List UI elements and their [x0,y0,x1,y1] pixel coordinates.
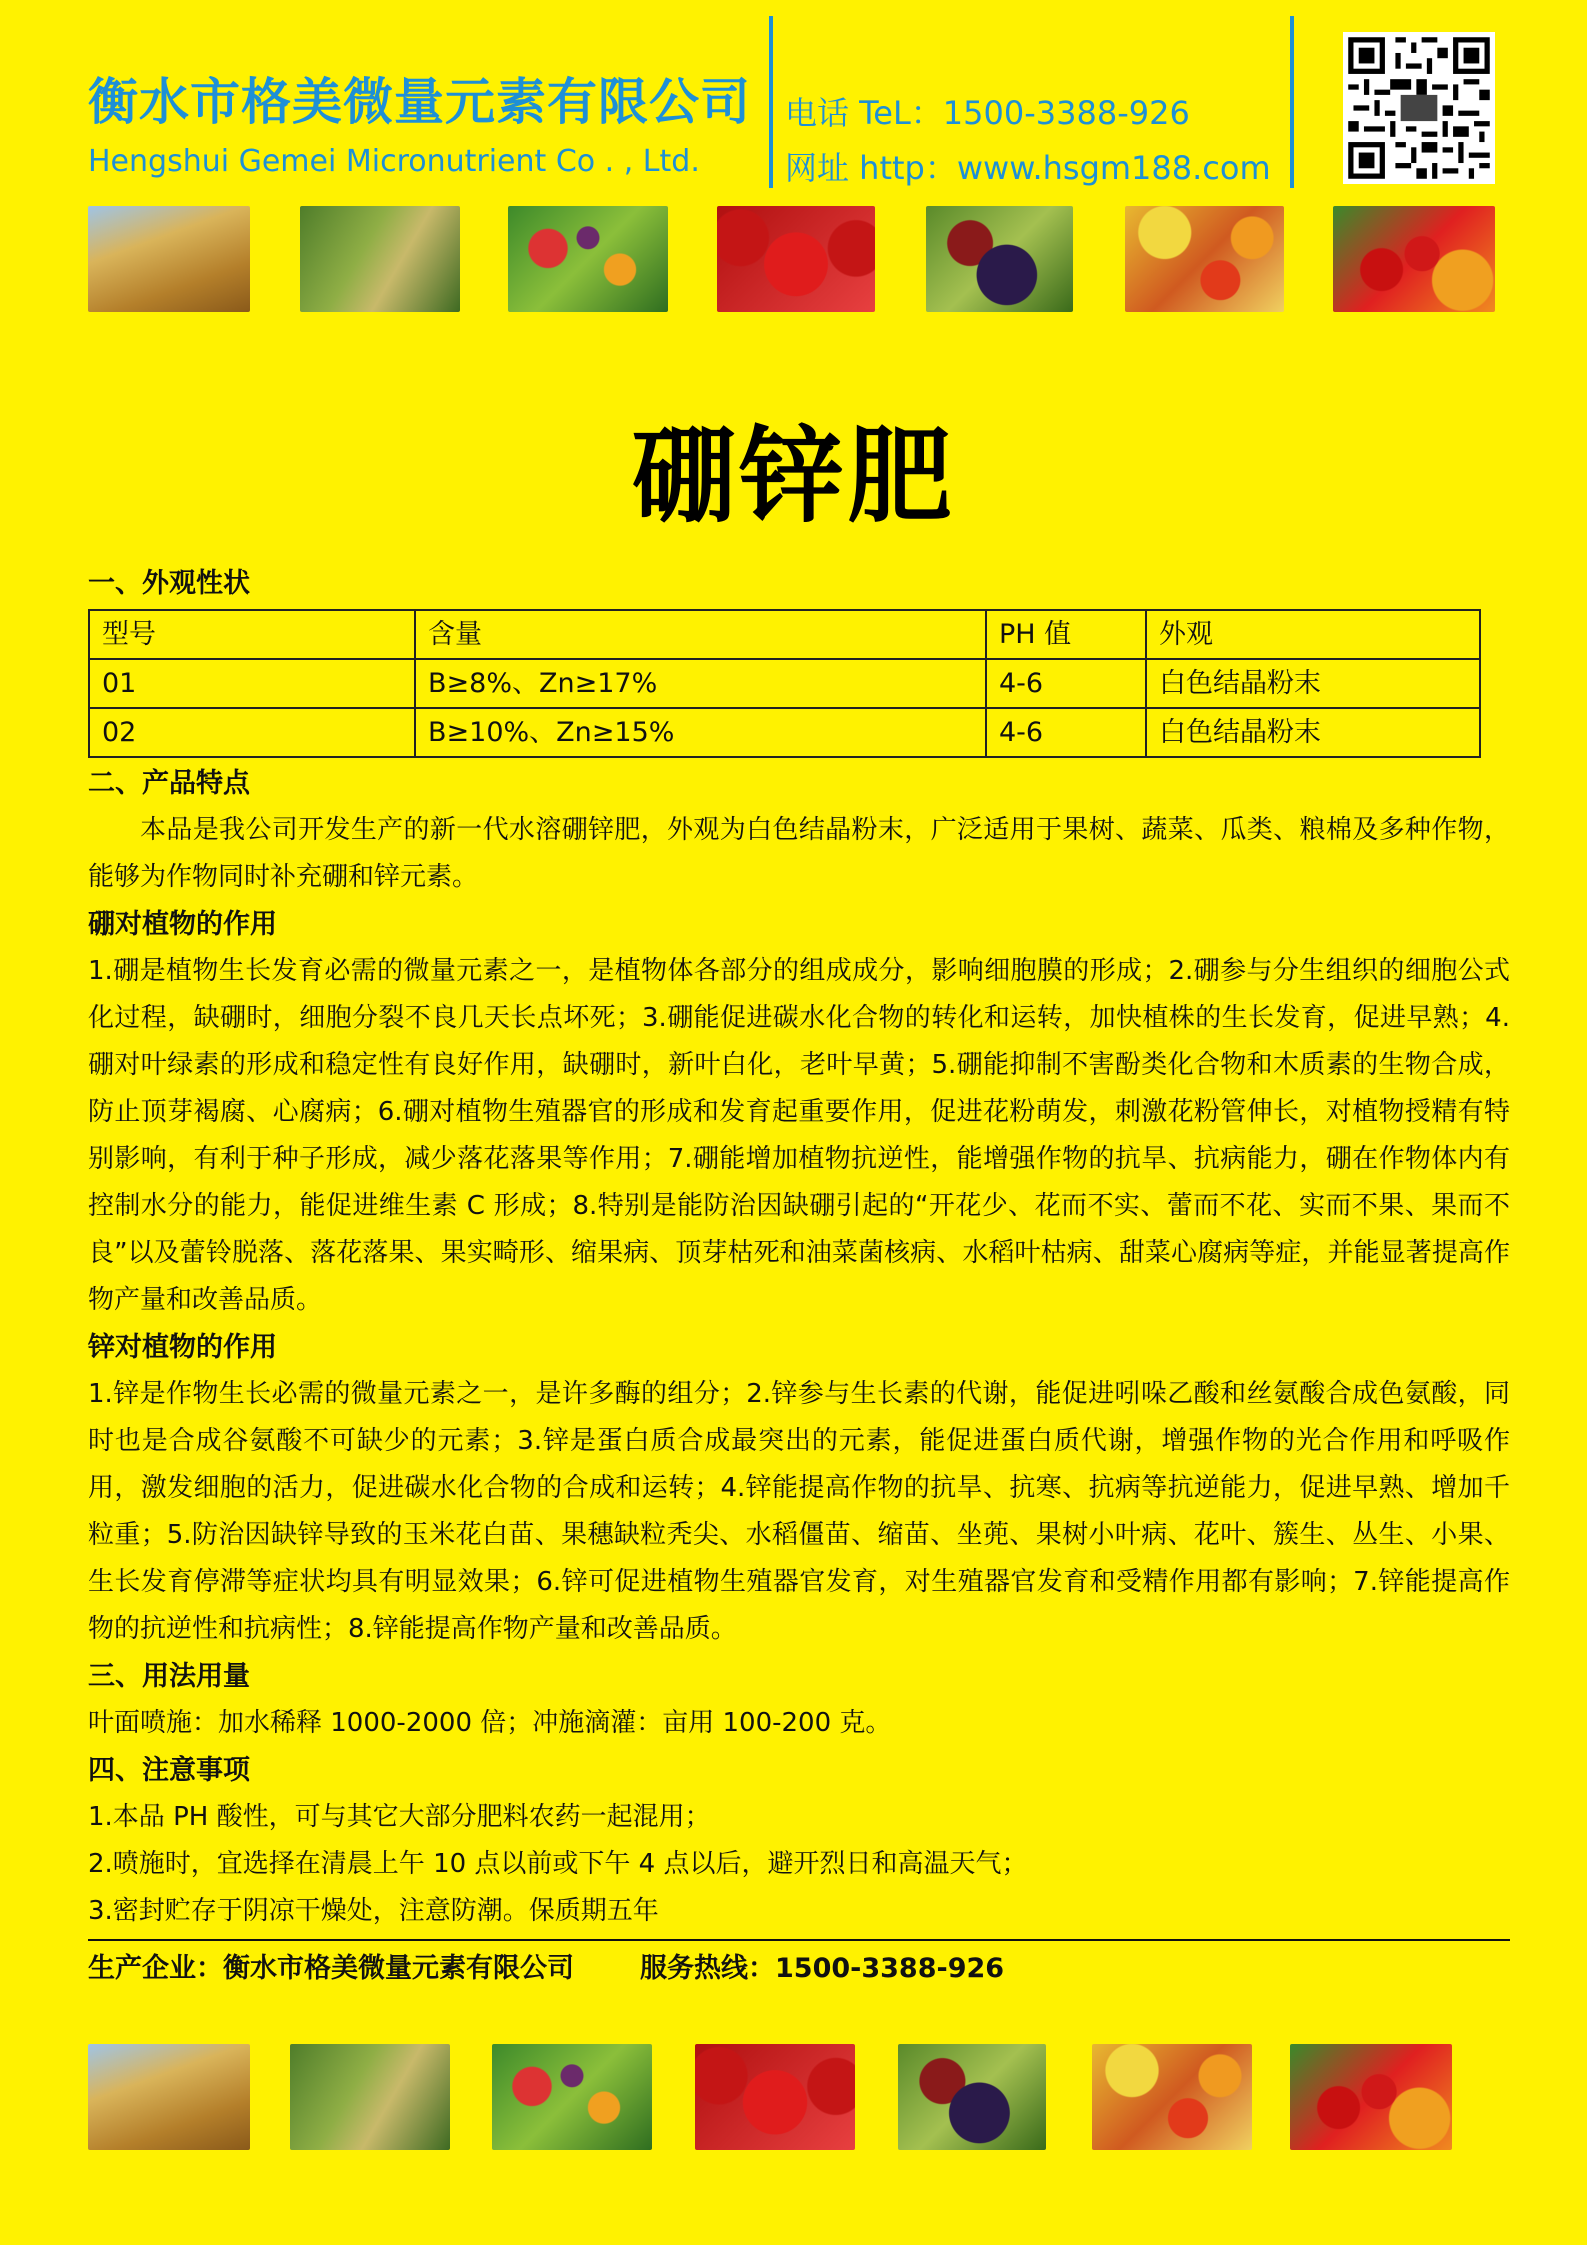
qr-code-icon [1343,32,1495,184]
table-cell: 02 [89,708,415,757]
intro-paragraph: 本品是我公司开发生产的新一代水溶硼锌肥，外观为白色结晶粉末，广泛适用于果树、蔬菜、瓜类、粮棉及多种作物，能够为作物同时补充硼和锌元素。 [88,815,1510,892]
divider-line [1290,16,1294,188]
wheat-photo [88,206,250,312]
table-cell: 01 [89,659,415,708]
vegetables-photo [492,2044,652,2150]
footer [88,1945,1510,1992]
list-item: 1.本品 PH 酸性，可与其它大部分肥料农药一起混用； [88,1802,711,1832]
table-cell: 4-6 [986,659,1146,708]
list-item: 3.密封贮存于阴凉干燥处，注意防潮。保质期五年 [88,1896,659,1926]
list-item: 2.喷施时，宜选择在清晨上午 10 点以前或下午 4 点以后，避开烈日和高温天气； [88,1849,1028,1879]
table-row [89,708,1480,757]
page-title: 硼锌肥 [631,415,956,537]
phone-text: 电话 TeL：1500-3388-926 [785,94,1190,132]
vegetables-photo [508,206,668,312]
grapes-photo [926,206,1073,312]
strawberry-photo [717,206,875,312]
divider-line [769,16,773,188]
table-header-cell: 含量 [415,610,986,659]
hotline-text: 服务热线：1500-3388-926 [640,1953,1005,1984]
rice-photo [290,2044,450,2150]
photo-strip-bottom [0,2044,1587,2152]
cherries-photo [1290,2044,1452,2150]
zinc-paragraph: 1.锌是作物生长必需的微量元素之一，是许多酶的组分；2.锌参与生长素的代谢，能促进吲哚乙酸和丝氨酸合成色氨酸，同时也是合成谷氨酸不可缺少的元素；3.锌是蛋白质合成最突出的元素，能促进蛋白质代谢，增强作物的光合作用和呼吸作用，激发细胞的活力，促进碳水化合物的合成和运转；4.锌能提高作物的抗旱、抗寒、抗病等抗逆能力，促进早熟、增加千粒重；5.防治因缺锌导致的玉米花白苗、果穗缺粒秃尖、水稻僵苗、缩苗、坐蔸、果树小叶病、花叶、簇生、丛生、小果、生长发育停滞等症状均具有明显效果；6.锌可促进植物生殖器官发育，对生殖器官发育和受精作用都有影响；7.锌能提高作物的抗逆性和抗病性；8.锌能提高作物产量和改善品质。 [88,1379,1510,1644]
website-link[interactable]: 网址 http：www.hsgm188.com [785,149,1271,187]
table-cell: 白色结晶粉末 [1146,659,1480,708]
boron-paragraph: 1.硼是植物生长发育必需的微量元素之一，是植物体各部分的组成成分，影响细胞膜的形成；2.硼参与分生组织的细胞公式化过程，缺硼时，细胞分裂不良几天长点坏死；3.硼能促进碳水化合物的转化和运转，加快植株的生长发育，促进早熟；4.硼对叶绿素的形成和稳定性有良好作用，缺硼时，新叶白化，老叶早黄；5.硼能抑制不害酚类化合物和木质素的生物合成，防止顶芽褐腐、心腐病；6.硼对植物生殖器官的形成和发育起重要作用，促进花粉萌发，刺激花粉管伸长，对植物授精有特别影响，有利于种子形成，减少落花落果等作用；7.硼能增加植物抗逆性，能增强作物的抗旱、抗病能力，硼在作物体内有控制水分的能力，能促进维生素 C 形成；8.特别是能防治因缺硼引起的“开花少、花而不实、蕾而不花、实而不果、果而不良”以及蕾铃脱落、落花落果、果实畸形、缩果病、顶芽枯死和油菜菌核病、水稻叶枯病、甜菜心腐病等症，并能显著提高作物产量和改善品质。 [88,956,1510,1315]
section-heading: 一、外观性状 [88,568,250,599]
sub-heading: 锌对植物的作用 [88,1332,277,1363]
usage-paragraph: 叶面喷施：加水稀释 1000-2000 倍；冲施滴灌：亩用 100-200 克。 [88,1708,892,1738]
fruits-photo [1092,2044,1252,2150]
table-header-cell: 外观 [1146,610,1480,659]
sub-heading: 硼对植物的作用 [88,909,277,940]
spec-table [88,609,1481,758]
company-name-en: Hengshui Gemei Micronutrient Co . , Ltd. [88,144,700,179]
section-heading: 三、用法用量 [88,1661,250,1692]
fruits-photo [1125,206,1284,312]
header [0,0,1587,200]
wheat-photo [88,2044,250,2150]
producer-text: 生产企业：衡水市格美微量元素有限公司 [88,1953,574,1984]
table-cell: B≥8%、Zn≥17% [415,659,986,708]
section-heading: 二、产品特点 [88,768,250,799]
grapes-photo [898,2044,1046,2150]
table-header-cell: 型号 [89,610,415,659]
rice-photo [300,206,460,312]
photo-strip-top [0,206,1587,314]
footer-divider [88,1939,1510,1941]
table-cell: 白色结晶粉末 [1146,708,1480,757]
cherries-photo [1333,206,1495,312]
table-header-row [89,610,1480,659]
table-header-cell: PH 值 [986,610,1146,659]
company-name-cn: 衡水市格美微量元素有限公司 [88,73,751,131]
strawberry-photo [695,2044,855,2150]
table-cell: 4-6 [986,708,1146,757]
main-content [88,560,1510,1992]
section-heading: 四、注意事项 [88,1755,250,1786]
table-row [89,659,1480,708]
table-cell: B≥10%、Zn≥15% [415,708,986,757]
